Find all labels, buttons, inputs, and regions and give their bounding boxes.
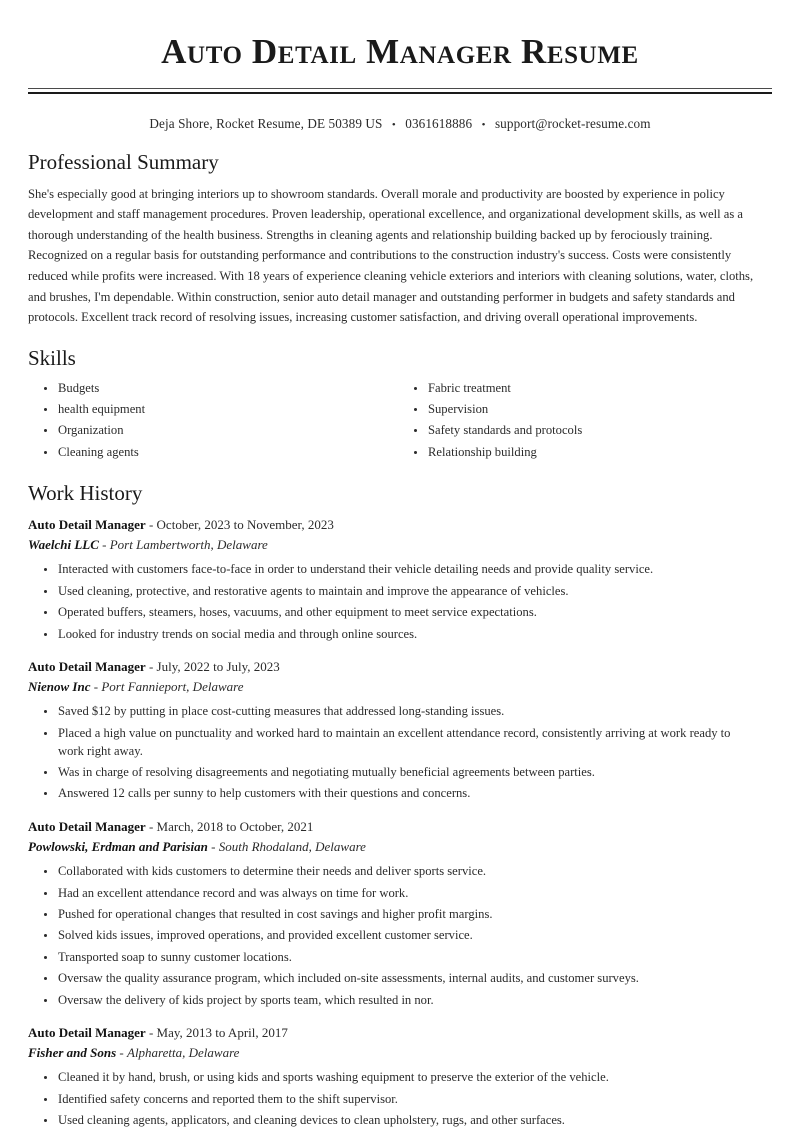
job-dates: March, 2018 to October, 2021 xyxy=(156,819,314,835)
skill-item: Organization xyxy=(42,422,400,440)
professional-summary-section xyxy=(28,150,772,328)
skill-item: Fabric treatment xyxy=(412,380,772,398)
job-dates: May, 2013 to April, 2017 xyxy=(156,1025,288,1041)
job-company: Powlowski, Erdman and Parisian xyxy=(28,838,208,854)
job-company: Fisher and Sons xyxy=(28,1044,117,1060)
job-title-dash: - xyxy=(145,819,157,835)
job-bullet: Solved kids issues, improved operations, and provided excellent customer service. xyxy=(42,927,772,945)
skill-item: health equipment xyxy=(42,401,400,419)
skill-item: Relationship building xyxy=(412,444,772,462)
job-entry xyxy=(28,1023,772,1130)
job-title: Auto Detail Manager xyxy=(28,819,146,835)
job-bullet: Identified safety concerns and reported them to the shift supervisor. xyxy=(42,1091,772,1109)
job-bullet: Saved $12 by putting in place cost-cutting measures that addressed long-standing issues. xyxy=(42,703,772,721)
job-company-line xyxy=(28,1043,772,1063)
job-entry xyxy=(28,817,772,1009)
job-bullet: Had an excellent attendance record and was always on time for work. xyxy=(42,885,772,903)
job-title-line xyxy=(28,657,772,677)
skills-column-right xyxy=(400,380,772,466)
job-bullet: Was in charge of resolving disagreements and negotiating mutually beneficial agreements between parties. xyxy=(42,764,772,782)
job-title-line xyxy=(28,515,772,535)
job-bullet-list xyxy=(28,703,772,803)
contact-address: Deja Shore, Rocket Resume, DE 50389 US xyxy=(149,115,383,131)
job-location: Port Fannieport, Delaware xyxy=(101,678,244,694)
job-title: Auto Detail Manager xyxy=(28,517,146,533)
contact-line xyxy=(28,116,772,132)
job-title-line xyxy=(28,1023,772,1043)
job-dates: July, 2022 to July, 2023 xyxy=(156,659,280,675)
job-bullet: Looked for industry trends on social media and through online sources. xyxy=(42,626,772,644)
job-company-line xyxy=(28,677,772,697)
job-company-dash: - xyxy=(116,1044,127,1060)
job-dates: October, 2023 to November, 2023 xyxy=(156,517,334,533)
job-bullet: Operated buffers, steamers, hoses, vacuums, and other equipment to meet service expectations. xyxy=(42,604,772,622)
contact-separator-1: • xyxy=(391,118,396,131)
work-history-section xyxy=(28,481,772,1130)
job-bullet: Used cleaning, protective, and restorative agents to maintain and improve the appearance of vehicles. xyxy=(42,583,772,601)
contact-email: support@rocket-resume.com xyxy=(494,115,651,131)
job-bullet: Transported soap to sunny customer locations. xyxy=(42,949,772,967)
section-heading-work-history: Work History xyxy=(28,481,143,506)
job-title-dash: - xyxy=(145,1025,157,1041)
job-list xyxy=(28,515,772,1130)
job-bullet: Interacted with customers face-to-face in order to understand their vehicle detailing needs and provide quality service. xyxy=(42,561,772,579)
job-bullet-list xyxy=(28,1069,772,1130)
job-bullet: Pushed for operational changes that resulted in cost savings and higher profit margins. xyxy=(42,906,772,924)
job-bullet-list xyxy=(28,863,772,1009)
job-title-dash: - xyxy=(145,517,157,533)
job-company-dash: - xyxy=(90,678,102,694)
contact-separator-2: • xyxy=(481,118,486,131)
job-bullet: Used cleaning agents, applicators, and cleaning devices to clean upholstery, rugs, and other surfaces. xyxy=(42,1112,772,1130)
job-entry xyxy=(28,515,772,643)
job-title: Auto Detail Manager xyxy=(28,659,146,675)
section-heading-summary: Professional Summary xyxy=(28,149,219,174)
skills-list-right xyxy=(412,380,772,462)
job-company-line xyxy=(28,535,772,555)
skill-item: Budgets xyxy=(42,380,400,398)
header-divider xyxy=(28,88,772,94)
job-bullet-list xyxy=(28,561,772,643)
skill-item: Supervision xyxy=(412,401,772,419)
job-company-dash: - xyxy=(207,838,219,854)
job-location: Alpharetta, Delaware xyxy=(127,1044,240,1060)
skills-columns xyxy=(28,380,772,466)
job-company-line xyxy=(28,837,772,857)
job-location: Port Lambertworth, Delaware xyxy=(109,536,268,552)
job-entry xyxy=(28,657,772,803)
skills-column-left xyxy=(28,380,400,466)
divider-line-bottom xyxy=(28,92,772,94)
job-bullet: Collaborated with kids customers to determine their needs and deliver sports service. xyxy=(42,863,772,881)
contact-phone: 0361618886 xyxy=(405,115,473,131)
page-title: Auto Detail Manager Resume xyxy=(161,32,639,71)
skills-section xyxy=(28,346,772,466)
job-bullet: Oversaw the quality assurance program, which included on-site assessments, internal audits, and customer surveys. xyxy=(42,970,772,988)
job-bullet: Cleaned it by hand, brush, or using kids and sports washing equipment to preserve the exterior of the vehicle. xyxy=(42,1069,772,1087)
skills-list-left xyxy=(42,380,400,462)
job-title-line xyxy=(28,817,772,837)
job-title: Auto Detail Manager xyxy=(28,1025,146,1041)
job-bullet: Oversaw the delivery of kids project by sports team, which resulted in nor. xyxy=(42,992,772,1010)
job-company-dash: - xyxy=(98,536,110,552)
skill-item: Cleaning agents xyxy=(42,444,400,462)
job-bullet: Placed a high value on punctuality and worked hard to maintain an excellent attendance record, consistently arriving at work ready to work right away. xyxy=(42,725,772,761)
job-company: Nienow Inc xyxy=(28,678,91,694)
job-bullet: Answered 12 calls per sunny to help customers with their questions and concerns. xyxy=(42,785,772,803)
skill-item: Safety standards and protocols xyxy=(412,422,772,440)
job-location: South Rhodaland, Delaware xyxy=(218,838,366,854)
job-company: Waelchi LLC xyxy=(28,536,99,552)
job-title-dash: - xyxy=(145,659,157,675)
section-heading-skills: Skills xyxy=(28,345,76,370)
summary-text: She's especially good at bringing interiors up to showroom standards. Overall morale and productivity are boosted by experience in policy development and staff management procedures. Proven leadership, operational excellence, and organizational development skills, as well as a thorough understanding of the health business. Strengths in cleaning agents and relationship building backed up by ferociously training. Recognized on a regular basis for outstanding performance and contributions to the construction industry's success. Costs were consistently reduced while profits were increased. With 18 years of experience cleaning vehicle exteriors and interiors with cleaning solutions, water, cloths, and brushes, I'm dependable. Within construction, senior auto detail manager and outstanding performer in budgets and safety standards and protocols. Excellent track record of resolving issues, increasing customer satisfaction, and driving overall operational improvements. xyxy=(28,186,754,325)
